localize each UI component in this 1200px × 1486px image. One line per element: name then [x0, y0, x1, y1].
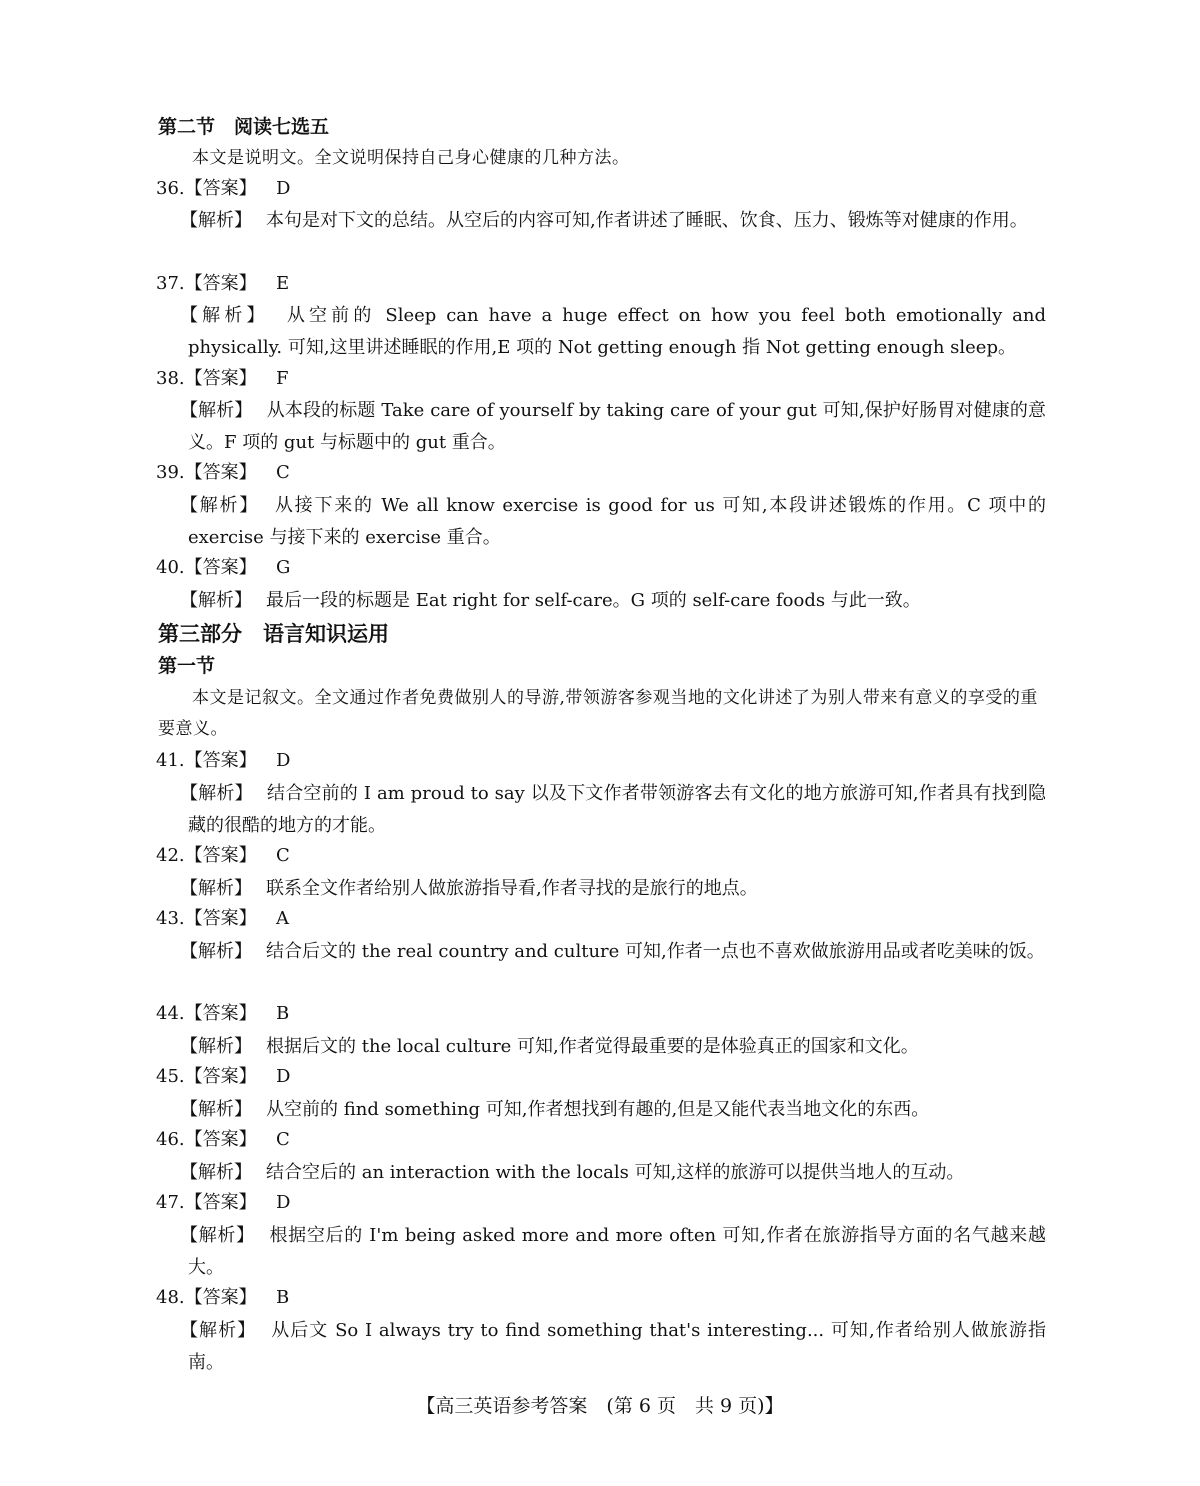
answer-value: B: [276, 1003, 290, 1024]
explanation-text: 从接下来的 We all know exercise is good for us 可知,本段讲述锻炼的作用。C 项中的 exercise 与接下来的 exercise 重合。: [188, 495, 1046, 548]
explanation-text: 根据后文的 the local culture 可知,作者觉得最重要的是体验真正的国家和文化。: [266, 1036, 919, 1057]
answer-value: D: [276, 750, 291, 771]
explanation: [180, 1031, 1046, 1063]
question-number: 43.【答案】: [156, 908, 257, 929]
answer-value: D: [276, 1066, 291, 1087]
answer-value: E: [276, 273, 290, 294]
question-number: 45.【答案】: [156, 1066, 257, 1087]
question-number: 38.【答案】: [156, 368, 257, 389]
explanation: [180, 1315, 1047, 1378]
answer-value: B: [276, 1287, 290, 1308]
section-summary: 本文是说明文。全文说明保持自己身心健康的几种方法。: [192, 148, 630, 168]
answer-value: D: [276, 178, 291, 199]
explanation-label: 【解析】: [180, 495, 260, 516]
explanation: [180, 585, 1046, 617]
explanation-label: 【解析】: [180, 783, 253, 804]
explanation-label: 【解析】: [180, 590, 252, 611]
question-number: 42.【答案】: [156, 845, 257, 866]
explanation: [180, 778, 1046, 841]
explanation: [180, 395, 1047, 458]
explanation-label: 【解析】: [180, 1320, 257, 1341]
explanation-text: 联系全文作者给别人做旅游指导看,作者寻找的是旅行的地点。: [266, 878, 758, 899]
explanation-text: 结合空后的 an interaction with the locals 可知,这样的旅游可以提供当地人的互动。: [266, 1162, 965, 1183]
question-number: 41.【答案】: [156, 750, 257, 771]
explanation-label: 【解析】: [180, 400, 253, 421]
section-heading: 第二节 阅读七选五: [158, 116, 330, 138]
answer-value: D: [276, 1192, 291, 1213]
explanation: [180, 1157, 1046, 1189]
explanation-text: 结合后文的 the real country and culture 可知,作者一点也不喜欢做旅游用品或者吃美味的饭。: [266, 941, 1045, 962]
explanation-label: 【解析】: [180, 305, 269, 326]
explanation: [180, 205, 1046, 237]
question-number: 40.【答案】: [156, 557, 257, 578]
explanation-text: 从本段的标题 Take care of yourself by taking care of your gut 可知,保护好肠胃对健康的意义。F 项的 gut 与标题中的 gut 重合。: [188, 400, 1047, 453]
explanation-text: 本句是对下文的总结。从空后的内容可知,作者讲述了睡眠、饮食、压力、锻炼等对健康的作用。: [266, 210, 1028, 231]
explanation-text: 从空前的 Sleep can have a huge effect on how you feel both emotionally and physically. 可知,这里讲述睡眠的作用,E 项的 Not getting enough 指 Not getting enough sleep。: [188, 305, 1047, 358]
explanation-text: 结合空前的 I am proud to say 以及下文作者带领游客去有文化的地方旅游可知,作者具有找到隐藏的很酷的地方的才能。: [188, 783, 1046, 836]
page-footer: 【高三英语参考答案 (第 6 页 共 9 页)】: [416, 1395, 784, 1417]
question-number: 39.【答案】: [156, 462, 257, 483]
question-number: 47.【答案】: [156, 1192, 257, 1213]
explanation-label: 【解析】: [180, 1162, 252, 1183]
question-number: 46.【答案】: [156, 1129, 257, 1150]
question-number: 44.【答案】: [156, 1003, 257, 1024]
answer-value: G: [276, 557, 291, 578]
answer-value: A: [276, 908, 289, 929]
explanation: [180, 936, 1046, 968]
explanation: [180, 300, 1047, 363]
answer-value: C: [276, 845, 290, 866]
answer-value: C: [276, 1129, 290, 1150]
question-number: 37.【答案】: [156, 273, 257, 294]
explanation-label: 【解析】: [180, 210, 252, 231]
question-number: 36.【答案】: [156, 178, 257, 199]
question-number: 48.【答案】: [156, 1287, 257, 1308]
explanation: [180, 1094, 1046, 1126]
subsection-heading: 第一节: [158, 655, 216, 677]
section-summary: 本文是记叙文。全文通过作者免费做别人的导游,带领游客参观当地的文化讲述了为别人带来有意义的享受的重要意义。: [158, 688, 1038, 739]
explanation-label: 【解析】: [180, 878, 252, 899]
explanation: [180, 1220, 1046, 1283]
explanation-text: 最后一段的标题是 Eat right for self-care。G 项的 self-care foods 与此一致。: [266, 590, 921, 611]
explanation-label: 【解析】: [180, 1225, 255, 1246]
explanation-label: 【解析】: [180, 1036, 252, 1057]
explanation-text: 从后文 So I always try to find something that's interesting... 可知,作者给别人做旅游指南。: [188, 1320, 1047, 1373]
part-heading: 第三部分 语言知识运用: [158, 622, 389, 646]
explanation-text: 根据空后的 I'm being asked more and more often 可知,作者在旅游指导方面的名气越来越大。: [188, 1225, 1046, 1278]
answer-value: F: [276, 368, 289, 389]
explanation-text: 从空前的 find something 可知,作者想找到有趣的,但是又能代表当地文化的东西。: [266, 1099, 930, 1120]
explanation-label: 【解析】: [180, 1099, 252, 1120]
explanation: [180, 873, 1046, 905]
answer-value: C: [276, 462, 290, 483]
explanation-label: 【解析】: [180, 941, 252, 962]
explanation: [180, 490, 1046, 553]
